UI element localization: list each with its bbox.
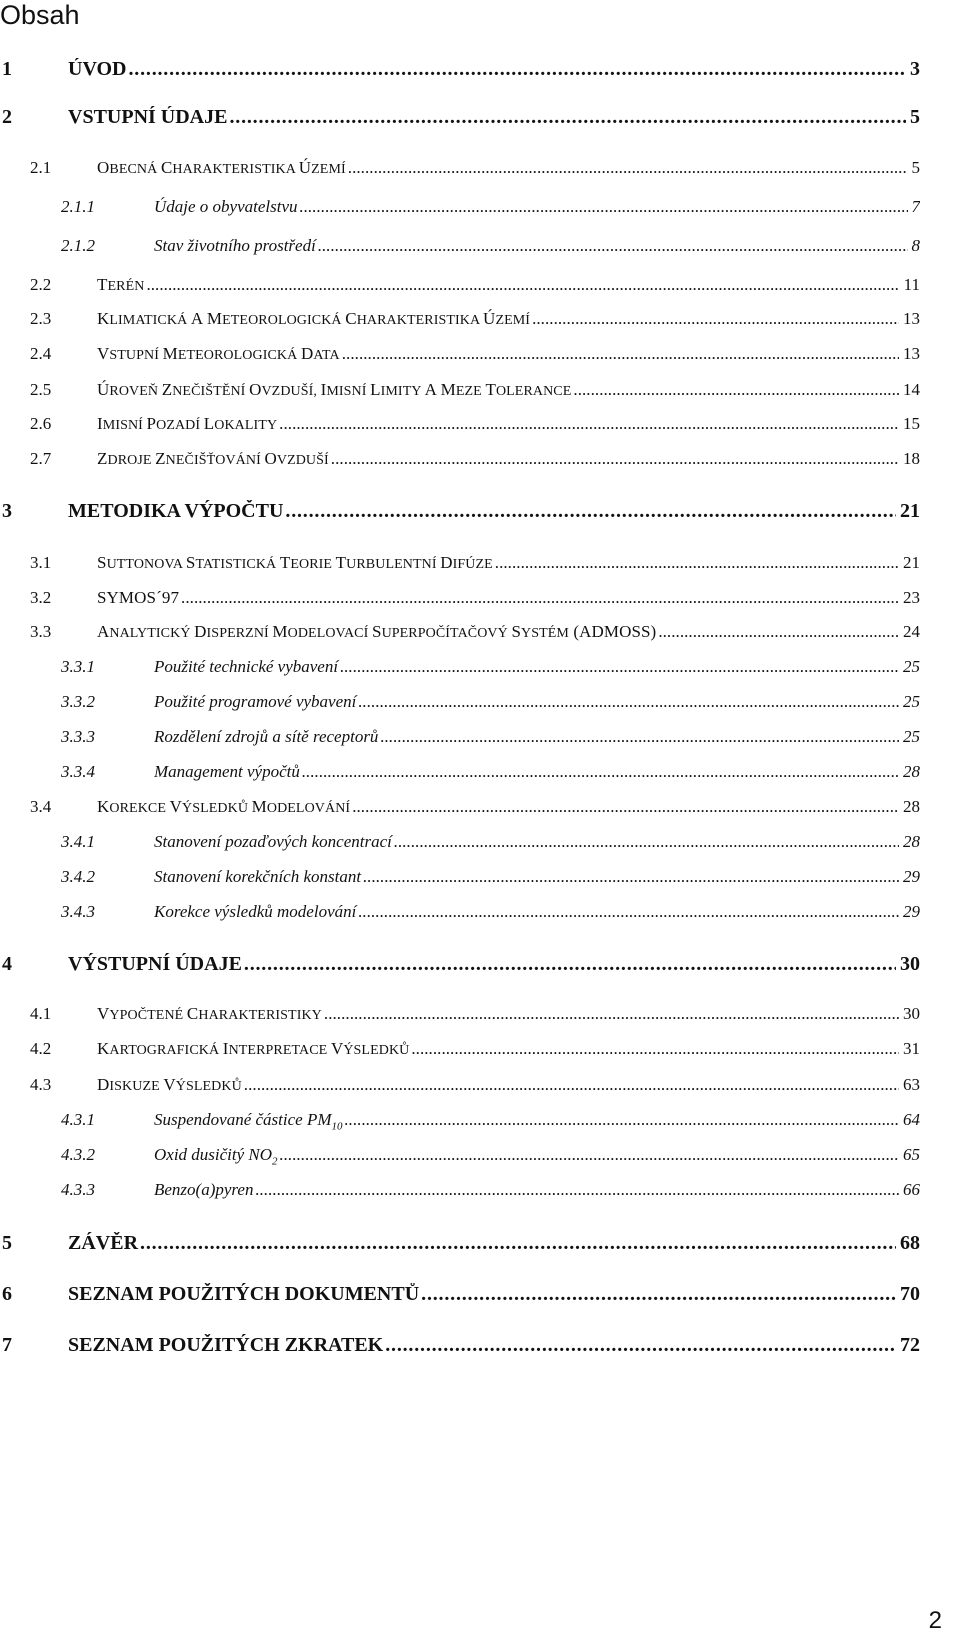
toc-entry-page: 29 — [903, 902, 920, 921]
toc-entry[interactable] — [0, 500, 960, 526]
toc-entry-number: 4.2 — [30, 1039, 52, 1058]
toc-entry-title — [154, 727, 378, 747]
toc-entry-number: 3.1 — [30, 553, 52, 572]
toc-entry-title-text: Rozdělení zdrojů a sítě receptorů — [154, 727, 379, 746]
toc-entry-link[interactable] — [154, 197, 920, 217]
toc-entry-page: 64 — [903, 1110, 920, 1129]
toc-dot-leader — [495, 553, 899, 573]
toc-entry-title-text: Stanovení pozaďových koncentrací — [154, 832, 392, 851]
toc-entry-title-text: Použité technické vybavení — [154, 657, 339, 676]
toc-entry[interactable] — [0, 1232, 960, 1258]
toc-dot-leader — [573, 380, 899, 400]
toc-dot-leader — [255, 1180, 899, 1200]
toc-entry-link[interactable] — [154, 727, 920, 747]
toc-entry-title-text: ZÁVĚR — [68, 1232, 139, 1254]
toc-entry-link[interactable] — [68, 1232, 920, 1255]
toc-entry-link[interactable] — [154, 762, 920, 782]
toc-entry-link[interactable] — [68, 1334, 920, 1357]
toc-entry[interactable] — [0, 1110, 960, 1136]
toc-entry-title — [154, 867, 361, 887]
toc-entry-number: 2.7 — [30, 449, 52, 468]
toc-entry-page: 25 — [903, 692, 920, 711]
toc-entry-number: 2.6 — [30, 414, 52, 433]
toc-entry-number: 5 — [2, 1232, 12, 1254]
toc-entry-title: VSTUPNÍ METEOROLOGICKÁ DATA — [97, 344, 340, 363]
toc-entry-link[interactable] — [97, 622, 920, 642]
toc-entry-number: 3.4.3 — [61, 902, 95, 921]
toc-entry-number: 6 — [2, 1283, 12, 1305]
toc-entry-subscript: 10 — [331, 1120, 343, 1133]
toc-entry-title — [154, 1145, 278, 1167]
toc-entry-title-text: Stanovení korekčních konstant — [154, 867, 362, 886]
toc-entry-title-text: Použité programové vybavení — [154, 692, 357, 711]
toc-entry-number: 3.4.2 — [61, 867, 95, 886]
toc-entry-number: 2.1.1 — [61, 197, 95, 216]
toc-entry-title: ANALYTICKÝ DISPERZNÍ MODELOVACÍ SUPERPOČÍTAČOVÝ SYSTÉM (ADMOSS) — [97, 622, 657, 641]
toc-entry-number: 2.1.2 — [61, 236, 95, 255]
toc-entry-link[interactable] — [97, 1004, 920, 1024]
toc-entry-link[interactable] — [154, 1180, 920, 1200]
toc-entry[interactable] — [0, 553, 960, 579]
toc-entry[interactable] — [0, 414, 960, 440]
toc-entry-title-text: VÝSTUPNÍ ÚDAJE — [68, 953, 242, 975]
toc-dot-leader — [244, 1075, 899, 1095]
toc-entry-page: 30 — [903, 1004, 920, 1023]
toc-entry-title — [154, 832, 392, 852]
toc-dot-leader — [342, 344, 899, 364]
toc-entry-number: 2.3 — [30, 309, 52, 328]
toc-entry-page: 28 — [903, 762, 920, 781]
toc-entry-title-text: Korekce výsledků modelování — [154, 902, 357, 921]
toc-entry-link[interactable] — [154, 902, 920, 922]
toc-dot-leader — [280, 1145, 899, 1165]
toc-entry-link[interactable] — [97, 553, 920, 573]
toc-entry[interactable] — [0, 622, 960, 648]
page-number: 2 — [928, 1607, 942, 1634]
toc-entry-link[interactable] — [154, 1145, 920, 1167]
toc-entry[interactable] — [0, 657, 960, 683]
toc-entry-number: 3.3 — [30, 622, 52, 641]
toc-entry-page: 21 — [900, 500, 920, 522]
toc-dot-leader — [229, 106, 906, 129]
toc-entry[interactable] — [0, 832, 960, 858]
toc-entry-title-text: Benzo(a)pyren — [154, 1180, 254, 1199]
toc-entry-title-text: VSTUPNÍ ÚDAJE — [68, 106, 228, 128]
toc-entry-title-text: Management výpočtů — [154, 762, 300, 781]
toc-entry-title — [68, 1283, 419, 1306]
toc-dot-leader — [279, 414, 899, 434]
toc-entry-page: 30 — [900, 953, 920, 975]
toc-entry-link[interactable] — [97, 797, 920, 817]
toc-dot-leader — [244, 953, 896, 976]
toc-entry-page: 31 — [903, 1039, 920, 1058]
toc-entry-page: 15 — [903, 414, 920, 433]
toc-entry-page: 18 — [903, 449, 920, 468]
toc-entry-title — [154, 197, 298, 217]
toc-entry[interactable] — [0, 236, 960, 262]
toc-entry-number: 3.4.1 — [61, 832, 95, 851]
toc-entry-number: 2.2 — [30, 275, 52, 294]
toc-dot-leader — [146, 275, 899, 295]
toc-entry-link[interactable] — [97, 380, 920, 400]
toc-entry-title: VYPOČTENÉ CHARAKTERISTIKY — [97, 1004, 322, 1023]
toc-entry-title: SYMOS´97 — [97, 588, 180, 607]
toc-entry-title: DISKUZE VÝSLEDKŮ — [97, 1075, 242, 1094]
toc-entry[interactable] — [0, 1075, 960, 1101]
toc-entry-number: 2.5 — [30, 380, 52, 399]
toc-dot-leader — [380, 727, 899, 747]
toc-entry-page: 68 — [900, 1232, 920, 1254]
toc-entry-title — [154, 762, 300, 782]
toc-entry-page: 3 — [910, 58, 920, 80]
toc-entry-title: KOREKCE VÝSLEDKŮ MODELOVÁNÍ — [97, 797, 351, 816]
toc-entry-link[interactable] — [154, 1110, 920, 1132]
toc-entry-title: KLIMATICKÁ A METEOROLOGICKÁ CHARAKTERISTIKA ÚZEMÍ — [97, 309, 531, 328]
toc-entry-page: 5 — [911, 158, 920, 177]
toc-entry-number: 4 — [2, 953, 12, 975]
toc-dot-leader — [385, 1334, 896, 1357]
toc-entry-title — [68, 500, 283, 523]
toc-entry-title — [68, 1334, 383, 1357]
toc-entry-title — [68, 106, 227, 129]
toc-entry-link[interactable] — [68, 58, 920, 81]
toc-entry-title — [154, 1110, 343, 1132]
toc-entry-page: 24 — [903, 622, 920, 641]
toc-dot-leader — [340, 657, 899, 677]
toc-entry-link[interactable] — [154, 867, 920, 887]
toc-entry-number: 4.3.2 — [61, 1145, 95, 1164]
page-title: Obsah — [0, 0, 80, 30]
toc-entry-title: SUTTONOVA STATISTICKÁ TEORIE TURBULENTNÍ DIFÚZE — [97, 553, 493, 572]
toc-dot-leader — [348, 158, 908, 178]
toc-entry-number: 4.3 — [30, 1075, 52, 1094]
toc-entry-number: 3.3.3 — [61, 727, 95, 746]
toc-entry[interactable] — [0, 58, 960, 84]
toc-entry-title: IMISNÍ POZADÍ LOKALITY — [97, 414, 278, 433]
toc-dot-leader — [352, 797, 899, 817]
toc-entry-title-text: Údaje o obyvatelstvu — [154, 197, 298, 216]
toc-dot-leader — [358, 902, 899, 922]
toc-entry[interactable] — [0, 309, 960, 335]
toc-entry-page: 7 — [911, 197, 920, 216]
toc-entry-link[interactable] — [68, 953, 920, 976]
toc-dot-leader — [318, 236, 908, 256]
toc-entry-title-text: SEZNAM POUŽITÝCH ZKRATEK — [68, 1334, 384, 1356]
toc-entry-link[interactable] — [68, 1283, 920, 1306]
toc-entry-link[interactable] — [154, 832, 920, 852]
toc-entry-page: 13 — [903, 344, 920, 363]
toc-entry-page: 5 — [910, 106, 920, 128]
toc-entry-title — [68, 1232, 138, 1255]
toc-entry-title-text: ÚVOD — [68, 58, 127, 80]
toc-entry-number: 4.1 — [30, 1004, 52, 1023]
toc-dot-leader — [358, 692, 899, 712]
toc-entry-page: 13 — [903, 309, 920, 328]
toc-entry-link[interactable] — [97, 1075, 920, 1095]
toc-entry-number: 7 — [2, 1334, 12, 1356]
toc-entry-page: 28 — [903, 832, 920, 851]
toc-entry[interactable] — [0, 380, 960, 406]
toc-entry-link[interactable] — [154, 692, 920, 712]
toc-entry[interactable] — [0, 588, 960, 614]
toc-entry-title — [154, 657, 338, 677]
toc-entry-page: 70 — [900, 1283, 920, 1305]
toc-entry-link[interactable] — [97, 1039, 920, 1059]
toc-entry-link[interactable] — [97, 158, 920, 178]
toc-entry-page: 66 — [903, 1180, 920, 1199]
toc-entry-title: ZDROJE ZNEČIŠŤOVÁNÍ OVZDUŠÍ — [97, 449, 329, 468]
toc-entry-page: 72 — [900, 1334, 920, 1356]
toc-entry-link[interactable] — [68, 500, 920, 523]
toc-entry-number: 2.1 — [30, 158, 52, 177]
toc-entry-title-suffix: (ADMOSS) — [568, 622, 657, 641]
toc-dot-leader — [331, 449, 899, 469]
toc-entry[interactable] — [0, 449, 960, 475]
toc-entry-number: 2 — [2, 106, 12, 128]
toc-dot-leader — [181, 588, 899, 608]
toc-entry[interactable] — [0, 158, 960, 184]
toc-entry-link[interactable] — [97, 588, 920, 608]
toc-entry-page: 25 — [903, 727, 920, 746]
toc-entry-link[interactable] — [97, 344, 920, 364]
toc-entry-title-text: Suspendované částice PM — [154, 1110, 332, 1129]
toc-dot-leader — [411, 1039, 899, 1059]
toc-entry[interactable] — [0, 1004, 960, 1030]
toc-entry[interactable] — [0, 1145, 960, 1171]
toc-entry-page: 8 — [911, 236, 920, 255]
toc-entry-page: 14 — [903, 380, 920, 399]
toc-entry[interactable] — [0, 197, 960, 223]
toc-entry-number: 1 — [2, 58, 12, 80]
toc-entry-number: 3 — [2, 500, 12, 522]
toc-entry[interactable] — [0, 275, 960, 301]
toc-entry-title — [68, 58, 127, 81]
toc-entry-title: KARTOGRAFICKÁ INTERPRETACE VÝSLEDKŮ — [97, 1039, 410, 1058]
toc-entry-number: 3.3.4 — [61, 762, 95, 781]
toc-entry-link[interactable] — [97, 309, 920, 329]
toc-entry-title — [154, 1180, 253, 1200]
toc-entry-link[interactable] — [154, 236, 920, 256]
toc-entry[interactable] — [0, 344, 960, 370]
toc-dot-leader — [300, 197, 908, 217]
toc-dot-leader — [421, 1283, 896, 1306]
toc-entry[interactable] — [0, 1334, 960, 1360]
toc-entry-link[interactable] — [97, 275, 920, 295]
toc-entry-number: 3.2 — [30, 588, 52, 607]
toc-dot-leader — [140, 1232, 896, 1255]
toc-entry-page: 21 — [903, 553, 920, 572]
toc-entry-number: 3.4 — [30, 797, 52, 816]
toc-entry-title — [154, 236, 316, 256]
toc-entry-title-text: Oxid dusičitý NO — [154, 1145, 273, 1164]
toc-dot-leader — [129, 58, 907, 81]
toc-entry-title-text: Stav životního prostředí — [154, 236, 316, 255]
toc-entry-title: OBECNÁ CHARAKTERISTIKA ÚZEMÍ — [97, 158, 346, 177]
toc-dot-leader — [345, 1110, 900, 1130]
toc-entry-title — [68, 953, 242, 976]
toc-entry-page: 63 — [903, 1075, 920, 1094]
toc-dot-leader — [285, 500, 896, 523]
toc-dot-leader — [302, 762, 899, 782]
toc-dot-leader — [363, 867, 899, 887]
toc-entry[interactable] — [0, 727, 960, 753]
toc-entry-number: 3.3.2 — [61, 692, 95, 711]
toc-dot-leader — [394, 832, 899, 852]
toc-entry[interactable] — [0, 902, 960, 928]
toc-entry-page: 28 — [903, 797, 920, 816]
toc-entry[interactable] — [0, 867, 960, 893]
toc-entry-number: 4.3.1 — [61, 1110, 95, 1129]
toc-entry-number: 4.3.3 — [61, 1180, 95, 1199]
toc-entry-page: 29 — [903, 867, 920, 886]
toc-entry-page: 65 — [903, 1145, 920, 1164]
toc-entry-number: 2.4 — [30, 344, 52, 363]
toc-entry[interactable] — [0, 692, 960, 718]
toc-entry-page: 11 — [903, 275, 920, 294]
toc-entry[interactable] — [0, 1039, 960, 1065]
toc-dot-leader — [532, 309, 899, 329]
toc-entry-page: 23 — [903, 588, 920, 607]
toc-entry-title-text: SEZNAM POUŽITÝCH DOKUMENTŮ — [68, 1283, 420, 1305]
toc-dot-leader — [324, 1004, 899, 1024]
toc-entry-link[interactable] — [97, 449, 920, 469]
toc-entry[interactable] — [0, 762, 960, 788]
toc-entry-title — [154, 692, 356, 712]
toc-entry[interactable] — [0, 1180, 960, 1206]
toc-dot-leader — [658, 622, 899, 642]
toc-entry-title: ÚROVEŇ ZNEČIŠTĚNÍ OVZDUŠÍ, IMISNÍ LIMITY A MEZE TOLERANCE — [97, 380, 572, 399]
toc-entry-link[interactable] — [97, 414, 920, 434]
toc-entry[interactable] — [0, 953, 960, 979]
toc-entry-subscript: 2 — [272, 1155, 278, 1168]
toc-entry[interactable] — [0, 797, 960, 823]
toc-entry-link[interactable] — [154, 657, 920, 677]
toc-entry[interactable] — [0, 1283, 960, 1309]
toc-entry-title: TERÉN — [97, 275, 145, 294]
toc-entry[interactable] — [0, 106, 960, 132]
toc-entry-title — [154, 902, 356, 922]
toc-entry-title-text: METODIKA VÝPOČTU — [68, 500, 284, 522]
toc-entry-page: 25 — [903, 657, 920, 676]
toc-entry-link[interactable] — [68, 106, 920, 129]
toc-entry-number: 3.3.1 — [61, 657, 95, 676]
